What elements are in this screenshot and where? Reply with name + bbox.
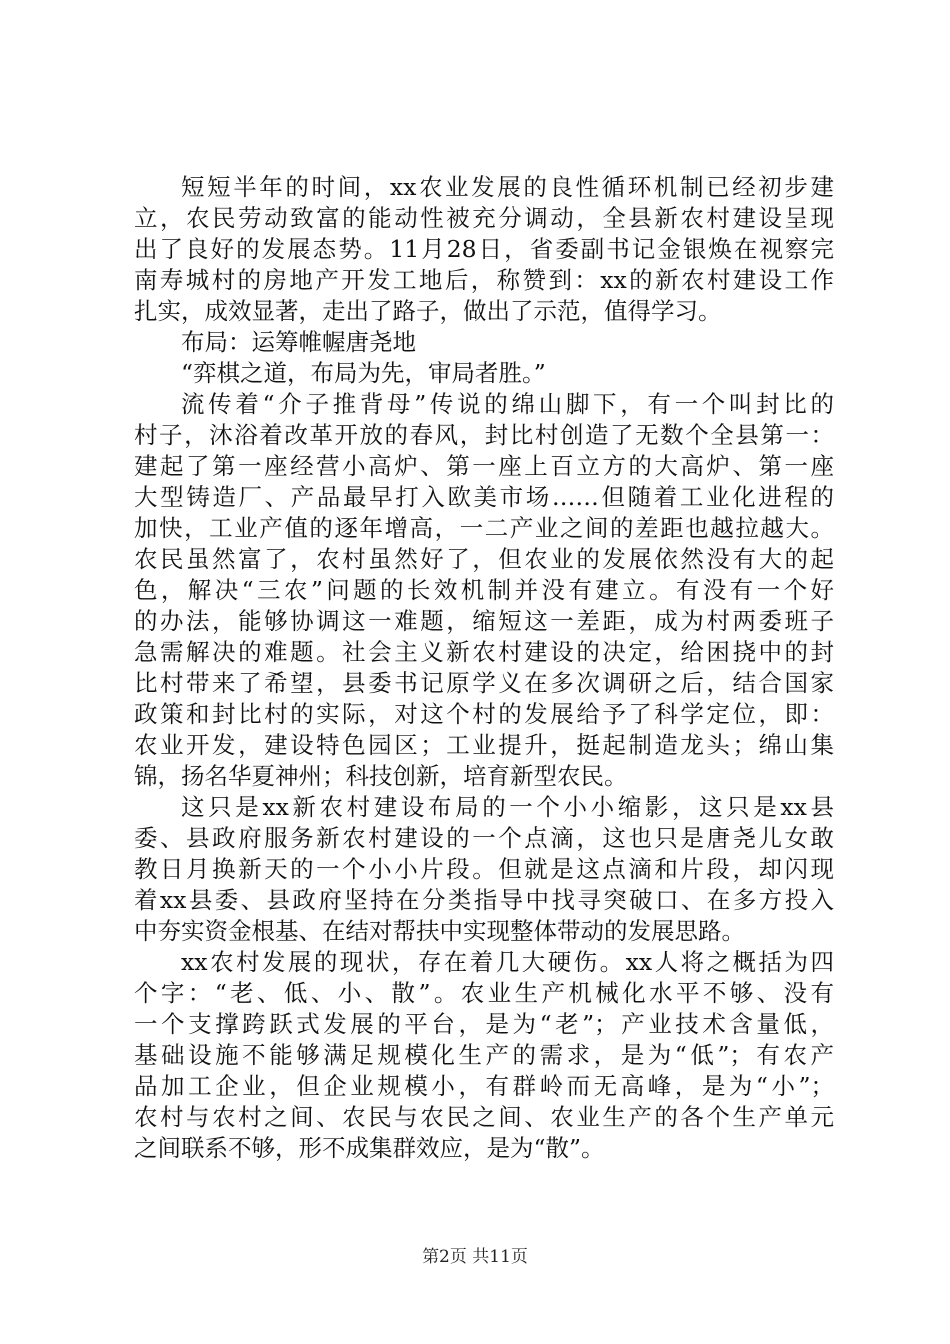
text-line: 着xx县委、县政府坚持在分类指导中找寻突破口、在多方投入	[134, 886, 834, 914]
text-line: 个字：“老、低、小、散”。农业生产机械化水平不够、没有	[134, 979, 834, 1007]
text-line: 比村带来了希望，县委书记原学义在多次调研之后，结合国家	[134, 669, 834, 697]
page-number-label: 第2页 共11页	[422, 1247, 528, 1267]
text-line: 的办法，能够协调这一难题，缩短这一差距，成为村两委班子	[134, 607, 834, 635]
text-line: 农民虽然富了，农村虽然好了，但农业的发展依然没有大的起	[134, 545, 834, 573]
text-line: 农村与农村之间、农民与农民之间、农业生产的各个生产单元	[134, 1103, 834, 1131]
text-line: 急需解决的难题。社会主义新农村建设的决定，给困挠中的封	[134, 638, 834, 666]
paragraph	[134, 389, 834, 792]
text-line: 建起了第一座经营小高炉、第一座上百立方的大高炉、第一座	[134, 452, 834, 480]
text-line: 锦，扬名华夏神州；科技创新，培育新型农民。	[134, 762, 628, 790]
text-line: 出了良好的发展态势。11月28日，省委副书记金银焕在视察完	[134, 235, 834, 263]
text-line: 大型铸造厂、产品最早打入欧美市场……但随着工业化进程的	[134, 483, 834, 511]
text-line: 扎实，成效显著，走出了路子，做出了示范，值得学习。	[134, 297, 722, 325]
text-line: 之间联系不够，形不成集群效应，是为“散”。	[134, 1134, 605, 1162]
text-line: 农业开发，建设特色园区；工业提升，挺起制造龙头；绵山集	[134, 731, 834, 759]
text-line: 基础设施不能够满足规模化生产的需求，是为“低”；有农产	[134, 1041, 834, 1069]
text-line: 一个支撑跨跃式发展的平台，是为“老”；产业技术含量低，	[134, 1010, 834, 1038]
text-line: xx农村发展的现状，存在着几大硬伤。xx人将之概括为四	[181, 948, 834, 976]
text-line: 教日月换新天的一个小小片段。但就是这点滴和片段，却闪现	[134, 855, 834, 883]
text-line: 中夯实资金根基、在结对帮扶中实现整体带动的发展思路。	[134, 917, 745, 945]
heading-line: 布局：运筹帷幄唐尧地	[181, 328, 416, 356]
text-line: 政策和封比村的实际，对这个村的发展给予了科学定位，即：	[134, 700, 834, 728]
section-heading	[134, 327, 834, 358]
text-line: 品加工企业，但企业规模小，有群岭而无高峰，是为“小”；	[134, 1072, 834, 1100]
paragraph	[134, 172, 834, 327]
text-line: 村子，沐浴着改革开放的春风，封比村创造了无数个全县第一：	[134, 421, 834, 449]
text-line: “弈棋之道，布局为先，审局者胜。”	[181, 359, 546, 387]
page-footer	[0, 1246, 950, 1268]
paragraph	[134, 792, 834, 947]
text-line: 色，解决“三农”问题的长效机制并没有建立。有没有一个好	[134, 576, 834, 604]
paragraph	[134, 947, 834, 1164]
text-line: 委、县政府服务新农村建设的一个点滴，这也只是唐尧儿女敢	[134, 824, 834, 852]
text-line: 立，农民劳动致富的能动性被充分调动，全县新农村建设呈现	[134, 204, 834, 232]
text-line: 南寿城村的房地产开发工地后，称赞到：xx的新农村建设工作	[134, 266, 834, 294]
text-line: 这只是xx新农村建设布局的一个小小缩影，这只是xx县	[181, 793, 834, 821]
document-body	[134, 172, 834, 1164]
text-line: 加快，工业产值的逐年增高，一二产业之间的差距也越拉越大。	[134, 514, 834, 542]
quote-paragraph	[134, 358, 834, 389]
text-line: 流传着“介子推背母”传说的绵山脚下，有一个叫封比的	[181, 390, 834, 418]
text-line: 短短半年的时间，xx农业发展的良性循环机制已经初步建	[181, 173, 834, 201]
